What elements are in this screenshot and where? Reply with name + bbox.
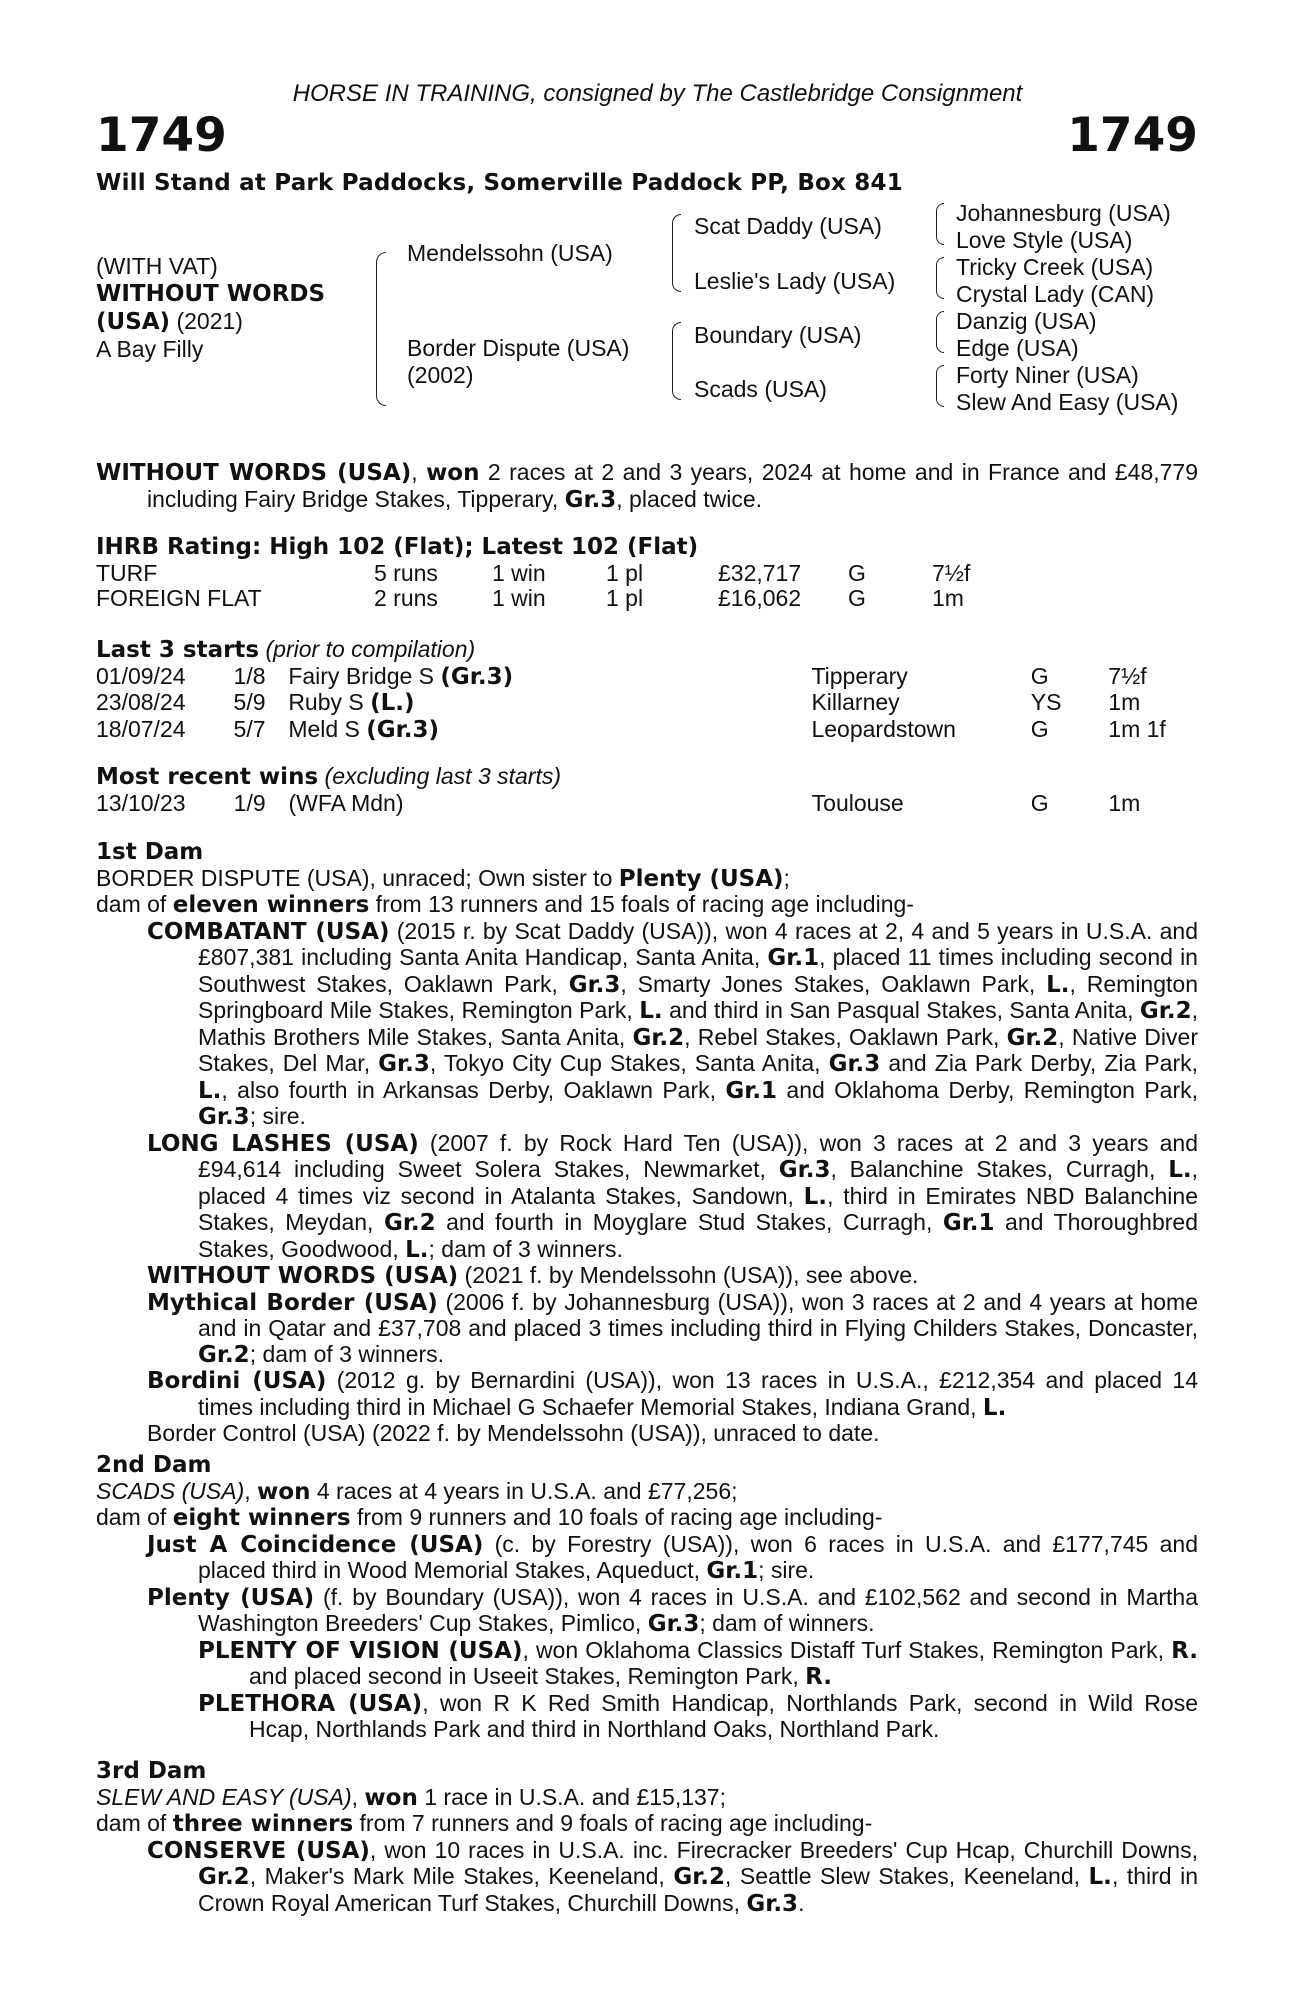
- second-dam-heading: 2nd Dam: [96, 1452, 212, 1478]
- pedigree-sire-sire: Scat Daddy (USA): [694, 213, 882, 239]
- race-summary: WITHOUT WORDS (USA), won 2 races at 2 and 3 years, 2024 at home and in France and £48,779 including Fairy Bridge Stakes, Tipperary, Gr.3, placed twice.: [96, 459, 1198, 513]
- first-dam-heading: 1st Dam: [96, 839, 204, 865]
- stand-location: Will Stand at Park Paddocks, Somerville Paddock PP, Box 841: [96, 170, 903, 196]
- pedigree-sire-dam: Leslie's Lady (USA): [694, 268, 896, 294]
- pedigree-g3-1: Johannesburg (USA): [956, 200, 1171, 226]
- brace-3a: [936, 203, 944, 245]
- progeny-entry: Border Control (USA) (2022 f. by Mendelssohn (USA)), unraced to date.: [147, 1420, 880, 1446]
- progeny-entry: LONG LASHES (USA) (2007 f. by Rock Hard Ten (USA)), won 3 races at 2 and 3 years and £94,614 including Sweet Solera Stakes, Newmarket, Gr.3, Balanchine Stakes, Curragh, L., placed 4 times viz second in Atalanta Stakes, Sandown, L., third in Emirates NBD Balanchine Stakes, Meydan, Gr.2 and fourth in Moyglare Stud Stakes, Curragh, Gr.1 and Thoroughbred Stakes, Goodwood, L.; dam of 3 winners.: [147, 1129, 1199, 1263]
- vat-note: (WITH VAT): [96, 253, 218, 279]
- lot-number-right: 1749: [1067, 108, 1198, 163]
- last-starts-heading: Last 3 starts: [96, 637, 260, 663]
- rating-heading: IHRB Rating: High 102 (Flat); Latest 102 (Flat): [96, 534, 699, 560]
- recent-wins-section: Most recent wins (excluding last 3 starts) 13/10/23 1/9 (WFA Mdn) Toulouse G 1m: [96, 764, 1198, 816]
- pedigree-g3-7: Forty Niner (USA): [956, 362, 1139, 388]
- progeny-entry: PLENTY OF VISION (USA), won Oklahoma Classics Distaff Turf Stakes, Remington Park, R. and placed second in Useeit Stakes, Remington Park, R.: [198, 1636, 1198, 1690]
- brace-2b: [672, 322, 681, 400]
- pedigree-g3-8: Slew And Easy (USA): [956, 389, 1179, 415]
- horse-country: (USA): [96, 309, 171, 335]
- pedigree-g3-5: Danzig (USA): [956, 308, 1097, 334]
- last-starts-table: [96, 664, 1198, 744]
- brace-3c: [936, 311, 944, 353]
- progeny-entry: Just A Coincidence (USA) (c. by Forestry (USA)), won 6 races in U.S.A. and £177,745 and placed third in Wood Memorial Stakes, Aqueduct, Gr.1; sire.: [147, 1530, 1198, 1584]
- brace-3b: [936, 257, 944, 299]
- pedigree-g3-4: Crystal Lady (CAN): [956, 281, 1155, 307]
- pedigree-g3-3: Tricky Creek (USA): [956, 254, 1154, 280]
- table-row: 13/10/23 1/9 (WFA Mdn) Toulouse G 1m: [96, 789, 1141, 816]
- horse-year: (2021): [176, 308, 243, 334]
- brace-3d: [936, 365, 944, 407]
- rating-row: FOREIGN FLAT 2 runs 1 win 1 pl £16,062 G 1m: [96, 585, 964, 611]
- second-dam-section: 2nd Dam SCADS (USA), won 4 races at 4 years in U.S.A. and £77,256; dam of eight winners from 9 runners and 10 foals of racing age including- Just A Coincidence (USA) (c. by Forestry (USA)), won 6 races in U.S.A. and £177,745 and placed third in Wood Memorial Stakes, Aqueduct, Gr.1; sire. Plenty (USA) (f. by Boundary (USA)), won 4 races in U.S.A. and £102,562 and second in Martha Washington Breeders' Cup Stakes, Pimlico, Gr.3; dam of winners. PLENTY OF VISION (USA), won Oklahoma Classics Distaff Turf Stakes, Remington Park, R. and placed second in Useeit Stakes, Remington Park, R. PLETHORA (USA), won R K Red Smith Handicap, Northlands Park, second in Wild Rose Hcap, Northlands Park and third in Northland Oaks, Northland Park.: [96, 1452, 1198, 1742]
- table-row: 18/07/24 5/7 Meld S (Gr.3) Leopardstown G 1m 1f: [96, 715, 1166, 743]
- pedigree-sire: Mendelssohn (USA): [407, 240, 613, 266]
- progeny-entry: PLETHORA (USA), won R K Red Smith Handicap, Northlands Park, second in Wild Rose Hcap, Northlands Park and third in Northland Oaks, Northland Park.: [198, 1689, 1198, 1742]
- recent-wins-heading: Most recent wins: [96, 764, 319, 790]
- third-dam-heading: 3rd Dam: [96, 1758, 207, 1784]
- progeny-entry: CONSERVE (USA), won 10 races in U.S.A. inc. Firecracker Breeders' Cup Hcap, Churchill Downs, Gr.2, Maker's Mark Mile Stakes, Keeneland, Gr.2, Seattle Slew Stakes, Keeneland, L., third in Crown Royal American Turf Stakes, Churchill Downs, Gr.3.: [147, 1836, 1198, 1917]
- first-dam-section: 1st Dam BORDER DISPUTE (USA), unraced; Own sister to Plenty (USA); dam of eleven winners from 13 runners and 15 foals of racing age including- COMBATANT (USA) (2015 r. by Scat Daddy (USA)), won 4 races at 2, 4 and 5 years in U.S.A. and £807,381 including Santa Anita Handicap, Santa Anita, Gr.1, placed 11 times including second in Southwest Stakes, Oaklawn Park, Gr.3, Smarty Jones Stakes, Oaklawn Park, L., Remington Springboard Mile Stakes, Remington Park, L. and third in San Pasqual Stakes, Santa Anita, Gr.2, Mathis Brothers Mile Stakes, Santa Anita, Gr.2, Rebel Stakes, Oaklawn Park, Gr.2, Native Diver Stakes, Del Mar, Gr.3, Tokyo City Cup Stakes, Santa Anita, Gr.3 and Zia Park Derby, Zia Park, L., also fourth in Arkansas Derby, Oaklawn Park, Gr.1 and Oklahoma Derby, Remington Park, Gr.3; sire. LONG LASHES (USA) (2007 f. by Rock Hard Ten (USA)), won 3 races at 2 and 3 years and £94,614 including Sweet Solera Stakes, Newmarket, Gr.3, Balanchine Stakes, Curragh, L., placed 4 times viz second in Atalanta Stakes, Sandown, L., third in Emirates NBD Balanchine Stakes, Meydan, Gr.2 and fourth in Moyglare Stud Stakes, Curragh, Gr.1 and Thoroughbred Stakes, Goodwood, L.; dam of 3 winners. WITHOUT WORDS (USA) (2021 f. by Mendelssohn (USA)), see above. Mythical Border (USA) (2006 f. by Johannesburg (USA)), won 3 races at 2 and 4 years at home and in Qatar and £37,708 and placed 3 times including third in Flying Childers Stakes, Doncaster, Gr.2; dam of 3 winners. Bordini (USA) (2012 g. by Bernardini (USA)), won 13 races in U.S.A., £212,354 and placed 14 times including third in Michael G Schaefer Memorial Stakes, Indiana Grand, L. Border Control (USA) (2022 f. by Mendelssohn (USA)), unraced to date.: [96, 839, 1199, 1446]
- progeny-entry: Mythical Border (USA) (2006 f. by Johannesburg (USA)), won 3 races at 2 and 4 years at home and in Qatar and £37,708 and placed 3 times including third in Flying Childers Stakes, Doncaster, Gr.2; dam of 3 winners.: [147, 1288, 1198, 1368]
- horse-info: [96, 253, 325, 363]
- rating-section: [96, 535, 1198, 612]
- pedigree-g3-2: Love Style (USA): [956, 227, 1133, 253]
- rating-table: [96, 561, 1032, 612]
- brace-2a: [672, 214, 681, 292]
- table-row: 23/08/24 5/9 Ruby S (L.) Killarney YS 1m: [96, 689, 1141, 716]
- progeny-entry: Bordini (USA) (2012 g. by Bernardini (USA)), won 13 races in U.S.A., £212,354 and placed 14 times including third in Michael G Schaefer Memorial Stakes, Indiana Grand, L.: [147, 1367, 1198, 1421]
- progeny-entry: Plenty (USA) (f. by Boundary (USA)), won 4 races in U.S.A. and £102,562 and second in Martha Washington Breeders' Cup Stakes, Pimlico, Gr.3; dam of winners.: [147, 1583, 1198, 1637]
- recent-wins-table: [96, 791, 1198, 817]
- horse-description: A Bay Filly: [96, 336, 204, 362]
- brace-1: [376, 252, 386, 406]
- pedigree-dam-sire: Boundary (USA): [694, 322, 862, 348]
- rating-row: TURF 5 runs 1 win 1 pl £32,717 G 7½f: [96, 559, 971, 586]
- progeny-entry: WITHOUT WORDS (USA) (2021 f. by Mendelssohn (USA)), see above.: [147, 1262, 919, 1289]
- pedigree-g3-6: Edge (USA): [956, 335, 1079, 361]
- horse-name: WITHOUT WORDS: [96, 281, 326, 307]
- consignor-line: HORSE IN TRAINING, consigned by The Castlebridge Consignment: [292, 80, 1023, 107]
- pedigree-dam-dam: Scads (USA): [694, 376, 827, 402]
- pedigree-dam: Border Dispute (USA) (2002): [407, 335, 630, 388]
- lot-number-left: 1749: [96, 108, 227, 163]
- last-starts-section: Last 3 starts (prior to compilation) 01/09/24 1/8 Fairy Bridge S (Gr.3) Tipperary G 7½f 23/08/24 5/9 Ruby S (L.) Killarney YS 1m 18/07/24 5/7 Meld S (Gr.3) Leopardstown G 1m 1f: [96, 637, 1198, 743]
- progeny-entry: COMBATANT (USA) (2015 r. by Scat Daddy (USA)), won 4 races at 2, 4 and 5 years in U.S.A. and £807,381 including Santa Anita Handicap, Santa Anita, Gr.1, placed 11 times including second in Southwest Stakes, Oaklawn Park, Gr.3, Smarty Jones Stakes, Oaklawn Park, L., Remington Springboard Mile Stakes, Remington Park, L. and third in San Pasqual Stakes, Santa Anita, Gr.2, Mathis Brothers Mile Stakes, Santa Anita, Gr.2, Rebel Stakes, Oaklawn Park, Gr.2, Native Diver Stakes, Del Mar, Gr.3, Tokyo City Cup Stakes, Santa Anita, Gr.3 and Zia Park Derby, Zia Park, L., also fourth in Arkansas Derby, Oaklawn Park, Gr.1 and Oklahoma Derby, Remington Park, Gr.3; sire.: [147, 917, 1199, 1130]
- table-row: 01/09/24 1/8 Fairy Bridge S (Gr.3) Tipperary G 7½f: [96, 662, 1147, 690]
- third-dam-section: 3rd Dam SLEW AND EASY (USA), won 1 race in U.S.A. and £15,137; dam of three winners from 7 runners and 9 foals of racing age including- CONSERVE (USA), won 10 races in U.S.A. inc. Firecracker Breeders' Cup Hcap, Churchill Downs, Gr.2, Maker's Mark Mile Stakes, Keeneland, Gr.2, Seattle Slew Stakes, Keeneland, L., third in Crown Royal American Turf Stakes, Churchill Downs, Gr.3.: [96, 1758, 1198, 1917]
- summary-horse-name: WITHOUT WORDS (USA): [96, 460, 412, 486]
